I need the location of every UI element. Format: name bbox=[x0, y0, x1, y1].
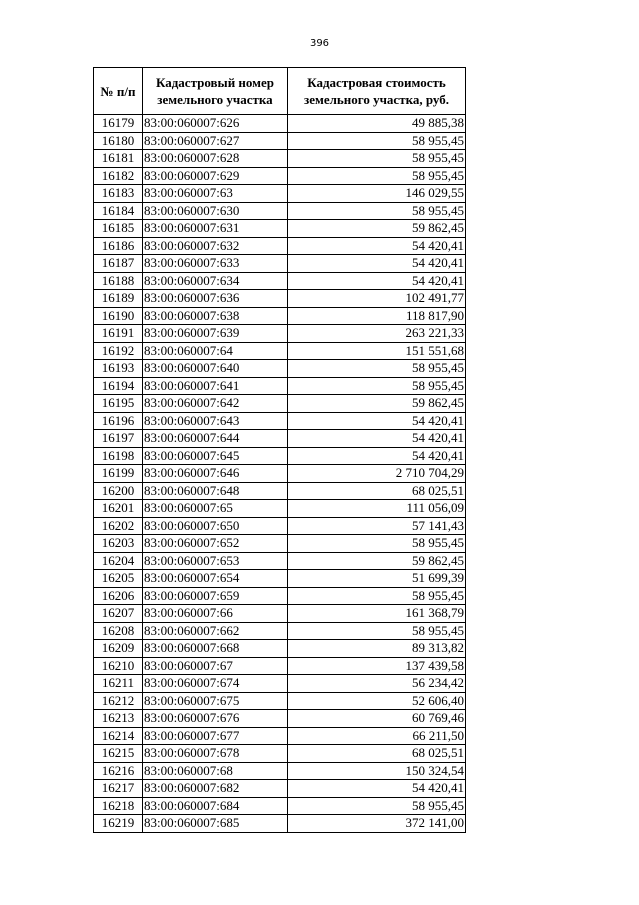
row-number-cell: 16187 bbox=[94, 255, 143, 273]
cadastral-number-cell: 83:00:060007:65 bbox=[143, 500, 288, 518]
table-row bbox=[94, 307, 466, 325]
cadastral-value-cell: 60 769,46 bbox=[288, 710, 466, 728]
row-number-cell: 16188 bbox=[94, 272, 143, 290]
cadastral-value-cell: 161 368,79 bbox=[288, 605, 466, 623]
row-number-cell: 16210 bbox=[94, 657, 143, 675]
cadastral-number-cell: 83:00:060007:662 bbox=[143, 622, 288, 640]
cadastral-value-cell: 59 862,45 bbox=[288, 395, 466, 413]
row-number-cell: 16213 bbox=[94, 710, 143, 728]
row-number-cell: 16212 bbox=[94, 692, 143, 710]
table-row bbox=[94, 290, 466, 308]
cadastral-number-cell: 83:00:060007:636 bbox=[143, 290, 288, 308]
cadastral-value-cell: 66 211,50 bbox=[288, 727, 466, 745]
row-number-cell: 16184 bbox=[94, 202, 143, 220]
row-number-cell: 16202 bbox=[94, 517, 143, 535]
table-row bbox=[94, 237, 466, 255]
table-body bbox=[94, 115, 466, 833]
cadastral-value-cell: 118 817,90 bbox=[288, 307, 466, 325]
cadastral-value-cell: 58 955,45 bbox=[288, 360, 466, 378]
table-header-row bbox=[94, 68, 466, 115]
header-cadastral-number: Кадастровый номер земельного участка bbox=[143, 68, 288, 115]
cadastral-value-cell: 54 420,41 bbox=[288, 780, 466, 798]
cadastral-number-cell: 83:00:060007:685 bbox=[143, 815, 288, 833]
cadastral-number-cell: 83:00:060007:639 bbox=[143, 325, 288, 343]
table-row bbox=[94, 535, 466, 553]
row-number-cell: 16194 bbox=[94, 377, 143, 395]
cadastral-number-cell: 83:00:060007:641 bbox=[143, 377, 288, 395]
table-row bbox=[94, 255, 466, 273]
table-row bbox=[94, 517, 466, 535]
cadastral-number-cell: 83:00:060007:654 bbox=[143, 570, 288, 588]
cadastral-value-cell: 54 420,41 bbox=[288, 272, 466, 290]
cadastral-number-cell: 83:00:060007:68 bbox=[143, 762, 288, 780]
cadastral-number-cell: 83:00:060007:63 bbox=[143, 185, 288, 203]
cadastral-value-cell: 263 221,33 bbox=[288, 325, 466, 343]
table-row bbox=[94, 605, 466, 623]
cadastral-value-cell: 146 029,55 bbox=[288, 185, 466, 203]
table-row bbox=[94, 500, 466, 518]
row-number-cell: 16215 bbox=[94, 745, 143, 763]
cadastral-number-cell: 83:00:060007:650 bbox=[143, 517, 288, 535]
table-row bbox=[94, 167, 466, 185]
header-row-number: № п/п bbox=[94, 68, 143, 115]
cadastral-number-cell: 83:00:060007:652 bbox=[143, 535, 288, 553]
cadastral-value-cell: 89 313,82 bbox=[288, 640, 466, 658]
cadastral-number-cell: 83:00:060007:644 bbox=[143, 430, 288, 448]
table-row bbox=[94, 202, 466, 220]
row-number-cell: 16205 bbox=[94, 570, 143, 588]
row-number-cell: 16208 bbox=[94, 622, 143, 640]
table-row bbox=[94, 745, 466, 763]
header-cadastral-value: Кадастровая стоимость земельного участка, руб. bbox=[288, 68, 466, 115]
cadastral-table bbox=[93, 67, 466, 833]
cadastral-number-cell: 83:00:060007:626 bbox=[143, 115, 288, 133]
cadastral-value-cell: 151 551,68 bbox=[288, 342, 466, 360]
table-row bbox=[94, 692, 466, 710]
cadastral-value-cell: 111 056,09 bbox=[288, 500, 466, 518]
row-number-cell: 16207 bbox=[94, 605, 143, 623]
table-row bbox=[94, 430, 466, 448]
cadastral-value-cell: 57 141,43 bbox=[288, 517, 466, 535]
cadastral-number-cell: 83:00:060007:677 bbox=[143, 727, 288, 745]
table-row bbox=[94, 412, 466, 430]
table-row bbox=[94, 342, 466, 360]
row-number-cell: 16193 bbox=[94, 360, 143, 378]
cadastral-number-cell: 83:00:060007:659 bbox=[143, 587, 288, 605]
row-number-cell: 16189 bbox=[94, 290, 143, 308]
cadastral-number-cell: 83:00:060007:684 bbox=[143, 797, 288, 815]
table-row bbox=[94, 570, 466, 588]
row-number-cell: 16204 bbox=[94, 552, 143, 570]
table-row bbox=[94, 762, 466, 780]
cadastral-number-cell: 83:00:060007:64 bbox=[143, 342, 288, 360]
cadastral-value-cell: 68 025,51 bbox=[288, 745, 466, 763]
table-row bbox=[94, 220, 466, 238]
table-row bbox=[94, 675, 466, 693]
cadastral-value-cell: 58 955,45 bbox=[288, 797, 466, 815]
cadastral-value-cell: 59 862,45 bbox=[288, 552, 466, 570]
table-row bbox=[94, 552, 466, 570]
cadastral-value-cell: 58 955,45 bbox=[288, 535, 466, 553]
cadastral-value-cell: 102 491,77 bbox=[288, 290, 466, 308]
table-row bbox=[94, 447, 466, 465]
table-row bbox=[94, 325, 466, 343]
row-number-cell: 16199 bbox=[94, 465, 143, 483]
cadastral-number-cell: 83:00:060007:682 bbox=[143, 780, 288, 798]
table-row bbox=[94, 797, 466, 815]
cadastral-value-cell: 54 420,41 bbox=[288, 255, 466, 273]
cadastral-number-cell: 83:00:060007:638 bbox=[143, 307, 288, 325]
cadastral-number-cell: 83:00:060007:627 bbox=[143, 132, 288, 150]
row-number-cell: 16182 bbox=[94, 167, 143, 185]
cadastral-number-cell: 83:00:060007:633 bbox=[143, 255, 288, 273]
cadastral-value-cell: 49 885,38 bbox=[288, 115, 466, 133]
cadastral-number-cell: 83:00:060007:674 bbox=[143, 675, 288, 693]
cadastral-value-cell: 51 699,39 bbox=[288, 570, 466, 588]
table-row bbox=[94, 132, 466, 150]
table-row bbox=[94, 272, 466, 290]
cadastral-value-cell: 58 955,45 bbox=[288, 622, 466, 640]
cadastral-number-cell: 83:00:060007:640 bbox=[143, 360, 288, 378]
cadastral-number-cell: 83:00:060007:653 bbox=[143, 552, 288, 570]
cadastral-number-cell: 83:00:060007:642 bbox=[143, 395, 288, 413]
row-number-cell: 16211 bbox=[94, 675, 143, 693]
table-row bbox=[94, 150, 466, 168]
row-number-cell: 16200 bbox=[94, 482, 143, 500]
table-row bbox=[94, 587, 466, 605]
cadastral-value-cell: 58 955,45 bbox=[288, 377, 466, 395]
row-number-cell: 16186 bbox=[94, 237, 143, 255]
row-number-cell: 16181 bbox=[94, 150, 143, 168]
cadastral-value-cell: 137 439,58 bbox=[288, 657, 466, 675]
cadastral-number-cell: 83:00:060007:648 bbox=[143, 482, 288, 500]
table-row bbox=[94, 377, 466, 395]
cadastral-number-cell: 83:00:060007:678 bbox=[143, 745, 288, 763]
table-row bbox=[94, 482, 466, 500]
row-number-cell: 16190 bbox=[94, 307, 143, 325]
cadastral-number-cell: 83:00:060007:668 bbox=[143, 640, 288, 658]
cadastral-value-cell: 58 955,45 bbox=[288, 132, 466, 150]
table-row bbox=[94, 360, 466, 378]
row-number-cell: 16214 bbox=[94, 727, 143, 745]
cadastral-number-cell: 83:00:060007:676 bbox=[143, 710, 288, 728]
cadastral-number-cell: 83:00:060007:628 bbox=[143, 150, 288, 168]
cadastral-value-cell: 58 955,45 bbox=[288, 587, 466, 605]
table-row bbox=[94, 185, 466, 203]
cadastral-number-cell: 83:00:060007:629 bbox=[143, 167, 288, 185]
cadastral-value-cell: 54 420,41 bbox=[288, 237, 466, 255]
row-number-cell: 16195 bbox=[94, 395, 143, 413]
row-number-cell: 16218 bbox=[94, 797, 143, 815]
row-number-cell: 16180 bbox=[94, 132, 143, 150]
table-row bbox=[94, 465, 466, 483]
row-number-cell: 16191 bbox=[94, 325, 143, 343]
cadastral-number-cell: 83:00:060007:632 bbox=[143, 237, 288, 255]
cadastral-number-cell: 83:00:060007:645 bbox=[143, 447, 288, 465]
table-row bbox=[94, 727, 466, 745]
cadastral-value-cell: 2 710 704,29 bbox=[288, 465, 466, 483]
row-number-cell: 16216 bbox=[94, 762, 143, 780]
row-number-cell: 16201 bbox=[94, 500, 143, 518]
table-row bbox=[94, 657, 466, 675]
row-number-cell: 16198 bbox=[94, 447, 143, 465]
row-number-cell: 16203 bbox=[94, 535, 143, 553]
row-number-cell: 16217 bbox=[94, 780, 143, 798]
cadastral-number-cell: 83:00:060007:675 bbox=[143, 692, 288, 710]
row-number-cell: 16192 bbox=[94, 342, 143, 360]
row-number-cell: 16219 bbox=[94, 815, 143, 833]
cadastral-number-cell: 83:00:060007:630 bbox=[143, 202, 288, 220]
cadastral-value-cell: 68 025,51 bbox=[288, 482, 466, 500]
cadastral-value-cell: 54 420,41 bbox=[288, 447, 466, 465]
row-number-cell: 16209 bbox=[94, 640, 143, 658]
table-row bbox=[94, 115, 466, 133]
table-row bbox=[94, 622, 466, 640]
cadastral-number-cell: 83:00:060007:643 bbox=[143, 412, 288, 430]
cadastral-number-cell: 83:00:060007:631 bbox=[143, 220, 288, 238]
row-number-cell: 16185 bbox=[94, 220, 143, 238]
cadastral-value-cell: 54 420,41 bbox=[288, 430, 466, 448]
table-row bbox=[94, 710, 466, 728]
row-number-cell: 16197 bbox=[94, 430, 143, 448]
page-number: 396 bbox=[309, 38, 330, 49]
table-row bbox=[94, 395, 466, 413]
cadastral-value-cell: 52 606,40 bbox=[288, 692, 466, 710]
row-number-cell: 16206 bbox=[94, 587, 143, 605]
table-row bbox=[94, 780, 466, 798]
cadastral-number-cell: 83:00:060007:634 bbox=[143, 272, 288, 290]
cadastral-number-cell: 83:00:060007:66 bbox=[143, 605, 288, 623]
cadastral-value-cell: 56 234,42 bbox=[288, 675, 466, 693]
row-number-cell: 16179 bbox=[94, 115, 143, 133]
cadastral-value-cell: 58 955,45 bbox=[288, 150, 466, 168]
cadastral-number-cell: 83:00:060007:646 bbox=[143, 465, 288, 483]
cadastral-value-cell: 59 862,45 bbox=[288, 220, 466, 238]
row-number-cell: 16196 bbox=[94, 412, 143, 430]
cadastral-value-cell: 372 141,00 bbox=[288, 815, 466, 833]
row-number-cell: 16183 bbox=[94, 185, 143, 203]
cadastral-value-cell: 58 955,45 bbox=[288, 167, 466, 185]
cadastral-value-cell: 58 955,45 bbox=[288, 202, 466, 220]
table-row bbox=[94, 640, 466, 658]
cadastral-number-cell: 83:00:060007:67 bbox=[143, 657, 288, 675]
cadastral-value-cell: 54 420,41 bbox=[288, 412, 466, 430]
cadastral-value-cell: 150 324,54 bbox=[288, 762, 466, 780]
table-row bbox=[94, 815, 466, 833]
